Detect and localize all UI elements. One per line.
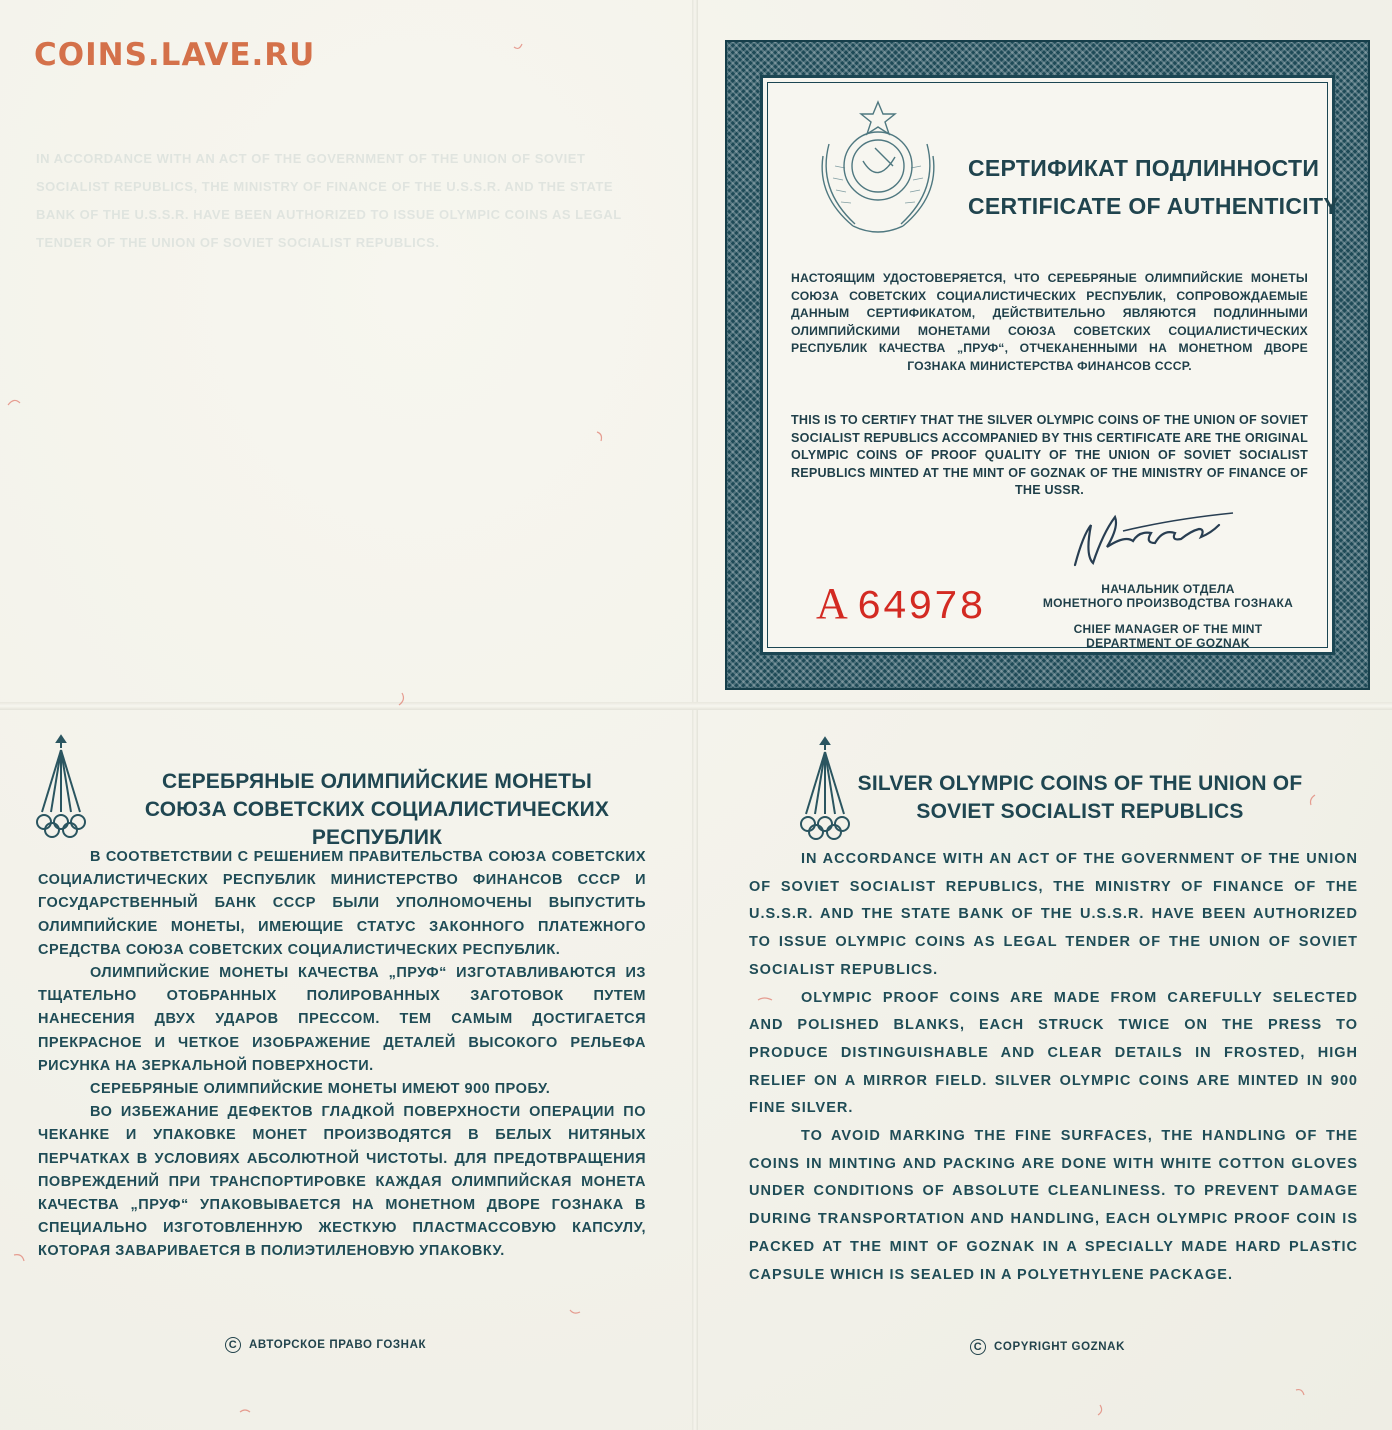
serial-number xyxy=(816,578,985,631)
ru-title-line2: СОЮЗА СОВЕТСКИХ СОЦИАЛИСТИЧЕСКИХ РЕСПУБЛИК xyxy=(144,798,610,849)
fiber xyxy=(597,432,602,441)
en-panel-body xyxy=(749,846,1358,1289)
watermark: COINS.LAVE.RU xyxy=(34,37,316,73)
fiber xyxy=(240,1410,250,1412)
certificate-body xyxy=(760,75,1339,655)
signatory-en-line1: CHIEF MANAGER OF THE MINT xyxy=(1073,622,1263,636)
fiber xyxy=(1311,795,1316,805)
fiber xyxy=(1098,1405,1102,1415)
ru-panel-title xyxy=(98,768,656,852)
certificate-title-ru: СЕРТИФИКАТ ПОДЛИННОСТИ xyxy=(968,155,1320,181)
en-title-line2: SOVIET SOCIALIST REPUBLICS xyxy=(916,800,1244,823)
olympics-1980-logo-icon xyxy=(34,734,88,844)
certificate-text-ru: НАСТОЯЩИМ УДОСТОВЕРЯЕТСЯ, ЧТО СЕРЕБРЯНЫЕ ОЛИМПИЙСКИЕ МОНЕТЫ СОЮЗА СОВЕТСКИХ СОЦИАЛИСТИЧЕСКИХ РЕСПУБЛИК, СОПРОВОЖДАЕМЫЕ ДАННЫМ СЕРТИФИКАТОМ, ДЕЙСТВИТЕЛЬНО ЯВЛЯЮТСЯ ПОДЛИННЫМИ ОЛИМПИЙСКИМИ МОНЕТАМИ СОЮЗА СОВЕТСКИХ СОЦИАЛИСТИЧЕСКИХ РЕСПУБЛИК КАЧЕСТВА „ПРУФ“, ОТЧЕКАНЕННЫМИ НА МОНЕТНОМ ДВОРЕ ГОЗНАКА МИНИСТЕРСТВА ФИНАНСОВ СССР. xyxy=(791,271,1308,373)
ru-panel-body xyxy=(38,846,646,1264)
en-copyright-text: COPYRIGHT GOZNAK xyxy=(994,1341,1125,1353)
signatory-en xyxy=(1018,622,1318,650)
fiber xyxy=(1296,1390,1304,1395)
certificate-text-en: THIS IS TO CERTIFY THAT THE SILVER OLYMPIC COINS OF THE UNION OF SOVIET SOCIALIST REPUBLICS ACCOMPANIED BY THIS CERTIFICATE ARE THE ORIGINAL OLYMPIC COINS OF PROOF QUALITY OF THE UNION OF SOVIET SOCIALIST REPUBLICS MINTED AT THE MINT OF GOZNAK OF THE MINISTRY OF FINANCE OF THE USSR. xyxy=(791,413,1308,497)
certificate-frame xyxy=(725,40,1370,690)
en-paragraph: OLYMPIC PROOF COINS ARE MADE FROM CAREFULLY SELECTED AND POLISHED BLANKS, EACH STRUCK TWICE ON THE PRESS TO PRODUCE DISTINGUISHABLE AND CLEAR DETAILS IN FROSTED, HIGH RELIEF ON A MIRROR FIELD. SILVER OLYMPIC COINS ARE MINTED IN 900 FINE SILVER. xyxy=(749,989,1358,1117)
copyright-icon: C xyxy=(970,1339,986,1355)
fiber xyxy=(399,693,403,705)
fiber xyxy=(514,44,522,48)
fiber xyxy=(14,1255,24,1261)
serial-letter: А xyxy=(816,579,849,628)
olympics-1980-logo-icon xyxy=(798,736,852,846)
en-panel-title xyxy=(850,770,1310,826)
ussr-emblem-icon xyxy=(803,96,953,246)
en-paragraph: TO AVOID MARKING THE FINE SURFACES, THE HANDLING OF THE COINS IN MINTING AND PACKING ARE DONE WITH WHITE COTTON GLOVES UNDER CONDITIONS OF ABSOLUTE CLEANLINESS. TO PREVENT DAMAGE DURING TRANSPORTATION AND HANDLING, EACH OLYMPIC PROOF COIN IS PACKED AT THE MINT OF GOZNAK IN A SPECIALLY MADE HARD PLASTIC CAPSULE WHICH IS SEALED IN A POLYETHYLENE PACKAGE. xyxy=(749,1128,1358,1283)
signature xyxy=(1063,503,1253,583)
serial-digits: 64978 xyxy=(856,585,985,631)
certificate-title-en: CERTIFICATE OF AUTHENTICITY xyxy=(968,193,1339,219)
signatory-ru-line1: НАЧАЛЬНИК ОТДЕЛА xyxy=(1101,582,1235,596)
signatory-en-line2: DEPARTMENT OF GOZNAK xyxy=(1086,636,1250,650)
en-title-line1: SILVER OLYMPIC COINS OF THE UNION OF xyxy=(857,772,1303,795)
en-copyright xyxy=(970,1339,1125,1355)
ru-copyright xyxy=(225,1337,426,1353)
fiber xyxy=(8,400,20,405)
ru-paragraph: СЕРЕБРЯНЫЕ ОЛИМПИЙСКИЕ МОНЕТЫ ИМЕЮТ 900 ПРОБУ. xyxy=(90,1081,551,1098)
en-paragraph: IN ACCORDANCE WITH AN ACT OF THE GOVERNMENT OF THE UNION OF SOVIET SOCIALIST REPUBLICS, THE MINISTRY OF FINANCE OF THE U.S.S.R. AND THE STATE BANK OF THE U.S.S.R. HAVE BEEN AUTHORIZED TO ISSUE OLYMPIC COINS AS LEGAL TENDER OF THE UNION OF SOVIET SOCIALIST REPUBLICS. xyxy=(749,851,1358,978)
ru-paragraph: ВО ИЗБЕЖАНИЕ ДЕФЕКТОВ ГЛАДКОЙ ПОВЕРХНОСТИ ОПЕРАЦИИ ПО ЧЕКАНКЕ И УПАКОВКЕ МОНЕТ ПРОИЗВОДЯТСЯ В БЕЛЫХ НИТЯНЫХ ПЕРЧАТКАХ В УСЛОВИЯХ АБСОЛЮТНОЙ ЧИСТОТЫ. ДЛЯ ПРЕДОТВРАЩЕНИЯ ПОВРЕЖДЕНИЙ ПРИ ТРАНСПОРТИРОВКЕ КАЖДАЯ ОЛИМПИЙСКАЯ МОНЕТА КАЧЕСТВА „ПРУФ“ УПАКОВЫВАЕТСЯ НА МОНЕТНОМ ДВОРЕ ГОЗНАКА В СПЕЦИАЛЬНО ИЗГОТОВЛЕННУЮ ЖЕСТКУЮ ПЛАСТМАССОВУЮ КАПСУЛУ, КОТОРАЯ ЗАВАРИВАЕТСЯ В ПОЛИЭТИЛЕНОВУЮ УПАКОВКУ. xyxy=(38,1104,646,1260)
show-through-text-block: IN ACCORDANCE WITH AN ACT OF THE GOVERNMENT OF THE UNION OF SOVIET SOCIALIST REPUBLICS, THE MINISTRY OF FINANCE OF THE U.S.S.R. AND THE STATE BANK OF THE U.S.S.R. HAVE BEEN AUTHORIZED TO ISSUE OLYMPIC COINS AS LEGAL TENDER OF THE UNION OF SOVIET SOCIALIST REPUBLICS. xyxy=(36,151,622,250)
ru-paragraph: В СООТВЕТСТВИИ С РЕШЕНИЕМ ПРАВИТЕЛЬСТВА СОЮЗА СОВЕТСКИХ СОЦИАЛИСТИЧЕСКИХ РЕСПУБЛИК МИНИСТЕРСТВО ФИНАНСОВ СССР И ГОСУДАРСТВЕННЫЙ БАНК СССР БЫЛИ УПОЛНОМОЧЕНЫ ВЫПУСТИТЬ ОЛИМПИЙСКИЕ МОНЕТЫ, ИМЕЮЩИЕ СТАТУС ЗАКОННОГО ПЛАТЕЖНОГО СРЕДСТВА СОЮЗА СОВЕТСКИХ СОЦИАЛИСТИЧЕСКИХ РЕСПУБЛИК. xyxy=(38,849,646,958)
ru-paragraph: ОЛИМПИЙСКИЕ МОНЕТЫ КАЧЕСТВА „ПРУФ“ ИЗГОТАВЛИВАЮТСЯ ИЗ ТЩАТЕЛЬНО ОТОБРАННЫХ ПОЛИРОВАННЫХ ЗАГОТОВОК ПУТЕМ НАНЕСЕНИЯ ДВУХ УДАРОВ ПРЕССОМ. ТЕМ САМЫМ ДОСТИГАЕТСЯ ПРЕКРАСНОЕ И ЧЕТКОЕ ИЗОБРАЖЕНИЕ ДЕТАЛЕЙ ВЫСОКОГО РЕЛЬЕФА РИСУНКА НА ЗЕРКАЛЬНОЙ ПОВЕРХНОСТИ. xyxy=(38,965,646,1074)
signatory-ru-line2: МОНЕТНОГО ПРОИЗВОДСТВА ГОЗНАКА xyxy=(1042,596,1294,610)
fiber xyxy=(570,1310,580,1313)
ru-copyright-text: АВТОРСКОЕ ПРАВО ГОЗНАК xyxy=(249,1339,427,1351)
ru-title-line1: СЕРЕБРЯНЫЕ ОЛИМПИЙСКИЕ МОНЕТЫ xyxy=(162,770,592,793)
copyright-icon: C xyxy=(225,1337,241,1353)
signatory-ru xyxy=(1018,582,1318,610)
